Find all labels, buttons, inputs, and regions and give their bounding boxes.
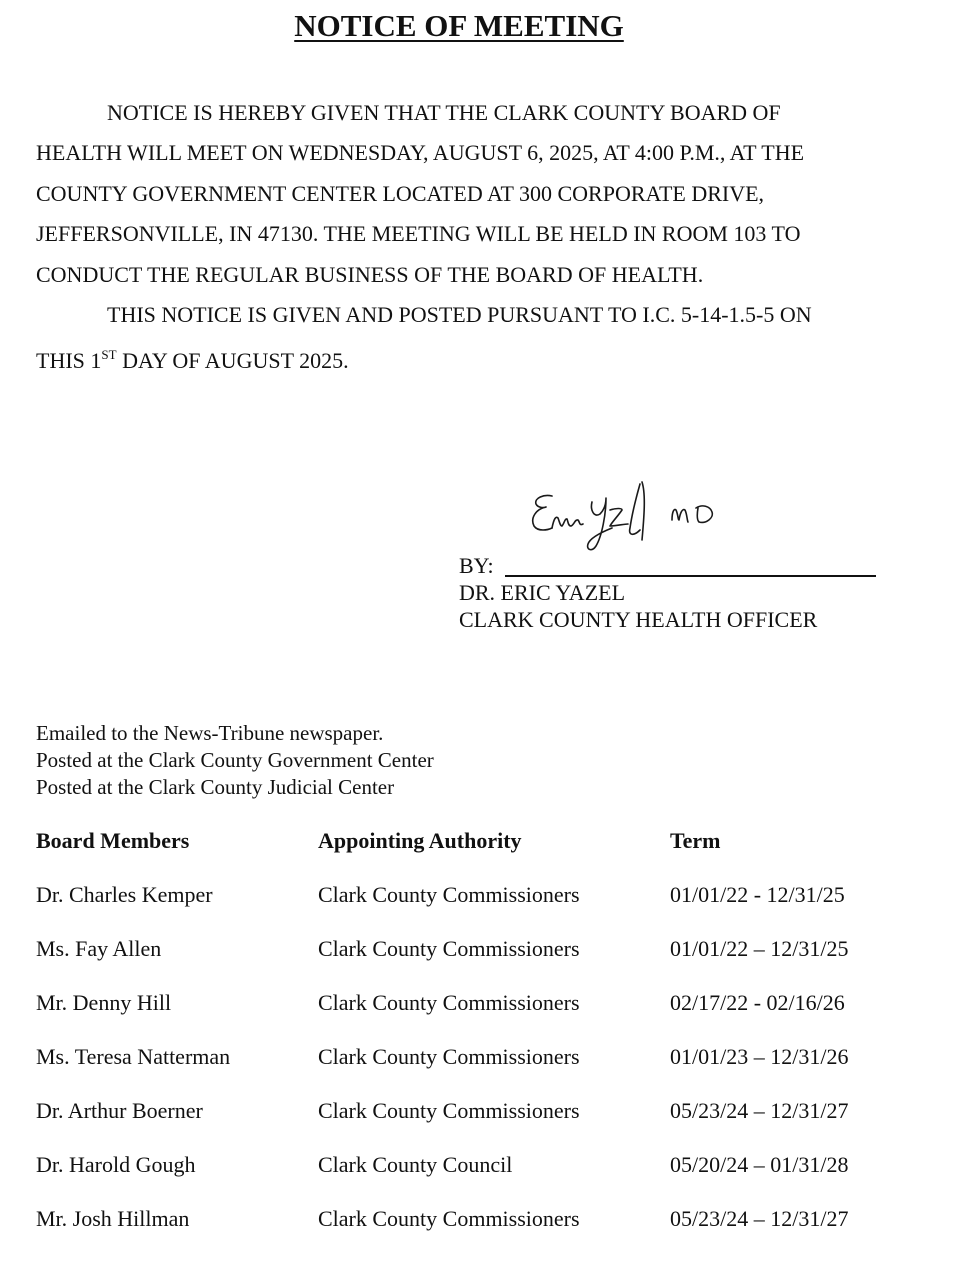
term: 05/23/24 – 12/31/27	[670, 1206, 849, 1231]
distribution-line: Posted at the Clark County Government Center	[36, 748, 434, 772]
member-name: Ms. Teresa Natterman	[36, 1044, 231, 1069]
body-line: CONDUCT THE REGULAR BUSINESS OF THE BOARD OF HEALTH.	[36, 262, 704, 287]
body-text: DAY OF AUGUST 2025.	[116, 348, 349, 373]
header-appointing-authority: Appointing Authority	[318, 828, 522, 853]
page-title: NOTICE OF MEETING	[294, 8, 624, 43]
by-label: BY:	[459, 553, 494, 578]
header-term: Term	[670, 828, 721, 853]
member-name: Dr. Arthur Boerner	[36, 1098, 203, 1123]
signer-name: DR. ERIC YAZEL	[459, 580, 626, 605]
body-line: COUNTY GOVERNMENT CENTER LOCATED AT 300 CORPORATE DRIVE,	[36, 181, 765, 206]
member-name: Dr. Charles Kemper	[36, 882, 213, 907]
ordinal-suffix: ST	[101, 347, 117, 362]
appointing-authority: Clark County Commissioners	[318, 936, 580, 961]
member-name: Dr. Harold Gough	[36, 1152, 196, 1177]
term: 05/20/24 – 01/31/28	[670, 1152, 849, 1177]
handwritten-signature	[522, 474, 732, 564]
member-name: Mr. Denny Hill	[36, 990, 172, 1015]
header-board-members: Board Members	[36, 828, 190, 853]
appointing-authority: Clark County Commissioners	[318, 990, 580, 1015]
member-name: Mr. Josh Hillman	[36, 1206, 190, 1231]
term: 01/01/22 – 12/31/25	[670, 936, 849, 961]
body-text: THIS 1	[36, 348, 102, 373]
appointing-authority: Clark County Commissioners	[318, 1098, 580, 1123]
term: 02/17/22 - 02/16/26	[670, 990, 845, 1015]
term: 01/01/23 – 12/31/26	[670, 1044, 849, 1069]
distribution-line: Emailed to the News-Tribune newspaper.	[36, 721, 384, 745]
distribution-line: Posted at the Clark County Judicial Center	[36, 775, 395, 799]
appointing-authority: Clark County Commissioners	[318, 1206, 580, 1231]
body-line: THIS NOTICE IS GIVEN AND POSTED PURSUANT TO I.C. 5-14-1.5-5 ON	[107, 302, 812, 327]
term: 01/01/22 - 12/31/25	[670, 882, 845, 907]
body-line: JEFFERSONVILLE, IN 47130. THE MEETING WILL BE HELD IN ROOM 103 TO	[36, 221, 801, 246]
term: 05/23/24 – 12/31/27	[670, 1098, 849, 1123]
appointing-authority: Clark County Commissioners	[318, 1044, 580, 1069]
appointing-authority: Clark County Council	[318, 1152, 513, 1177]
signer-role: CLARK COUNTY HEALTH OFFICER	[459, 607, 818, 632]
signature-line	[505, 575, 876, 577]
body-line: HEALTH WILL MEET ON WEDNESDAY, AUGUST 6, 2025, AT 4:00 P.M., AT THE	[36, 140, 805, 165]
body-line: NOTICE IS HEREBY GIVEN THAT THE CLARK COUNTY BOARD OF	[107, 100, 781, 125]
appointing-authority: Clark County Commissioners	[318, 882, 580, 907]
member-name: Ms. Fay Allen	[36, 936, 162, 961]
body-line	[36, 342, 349, 374]
